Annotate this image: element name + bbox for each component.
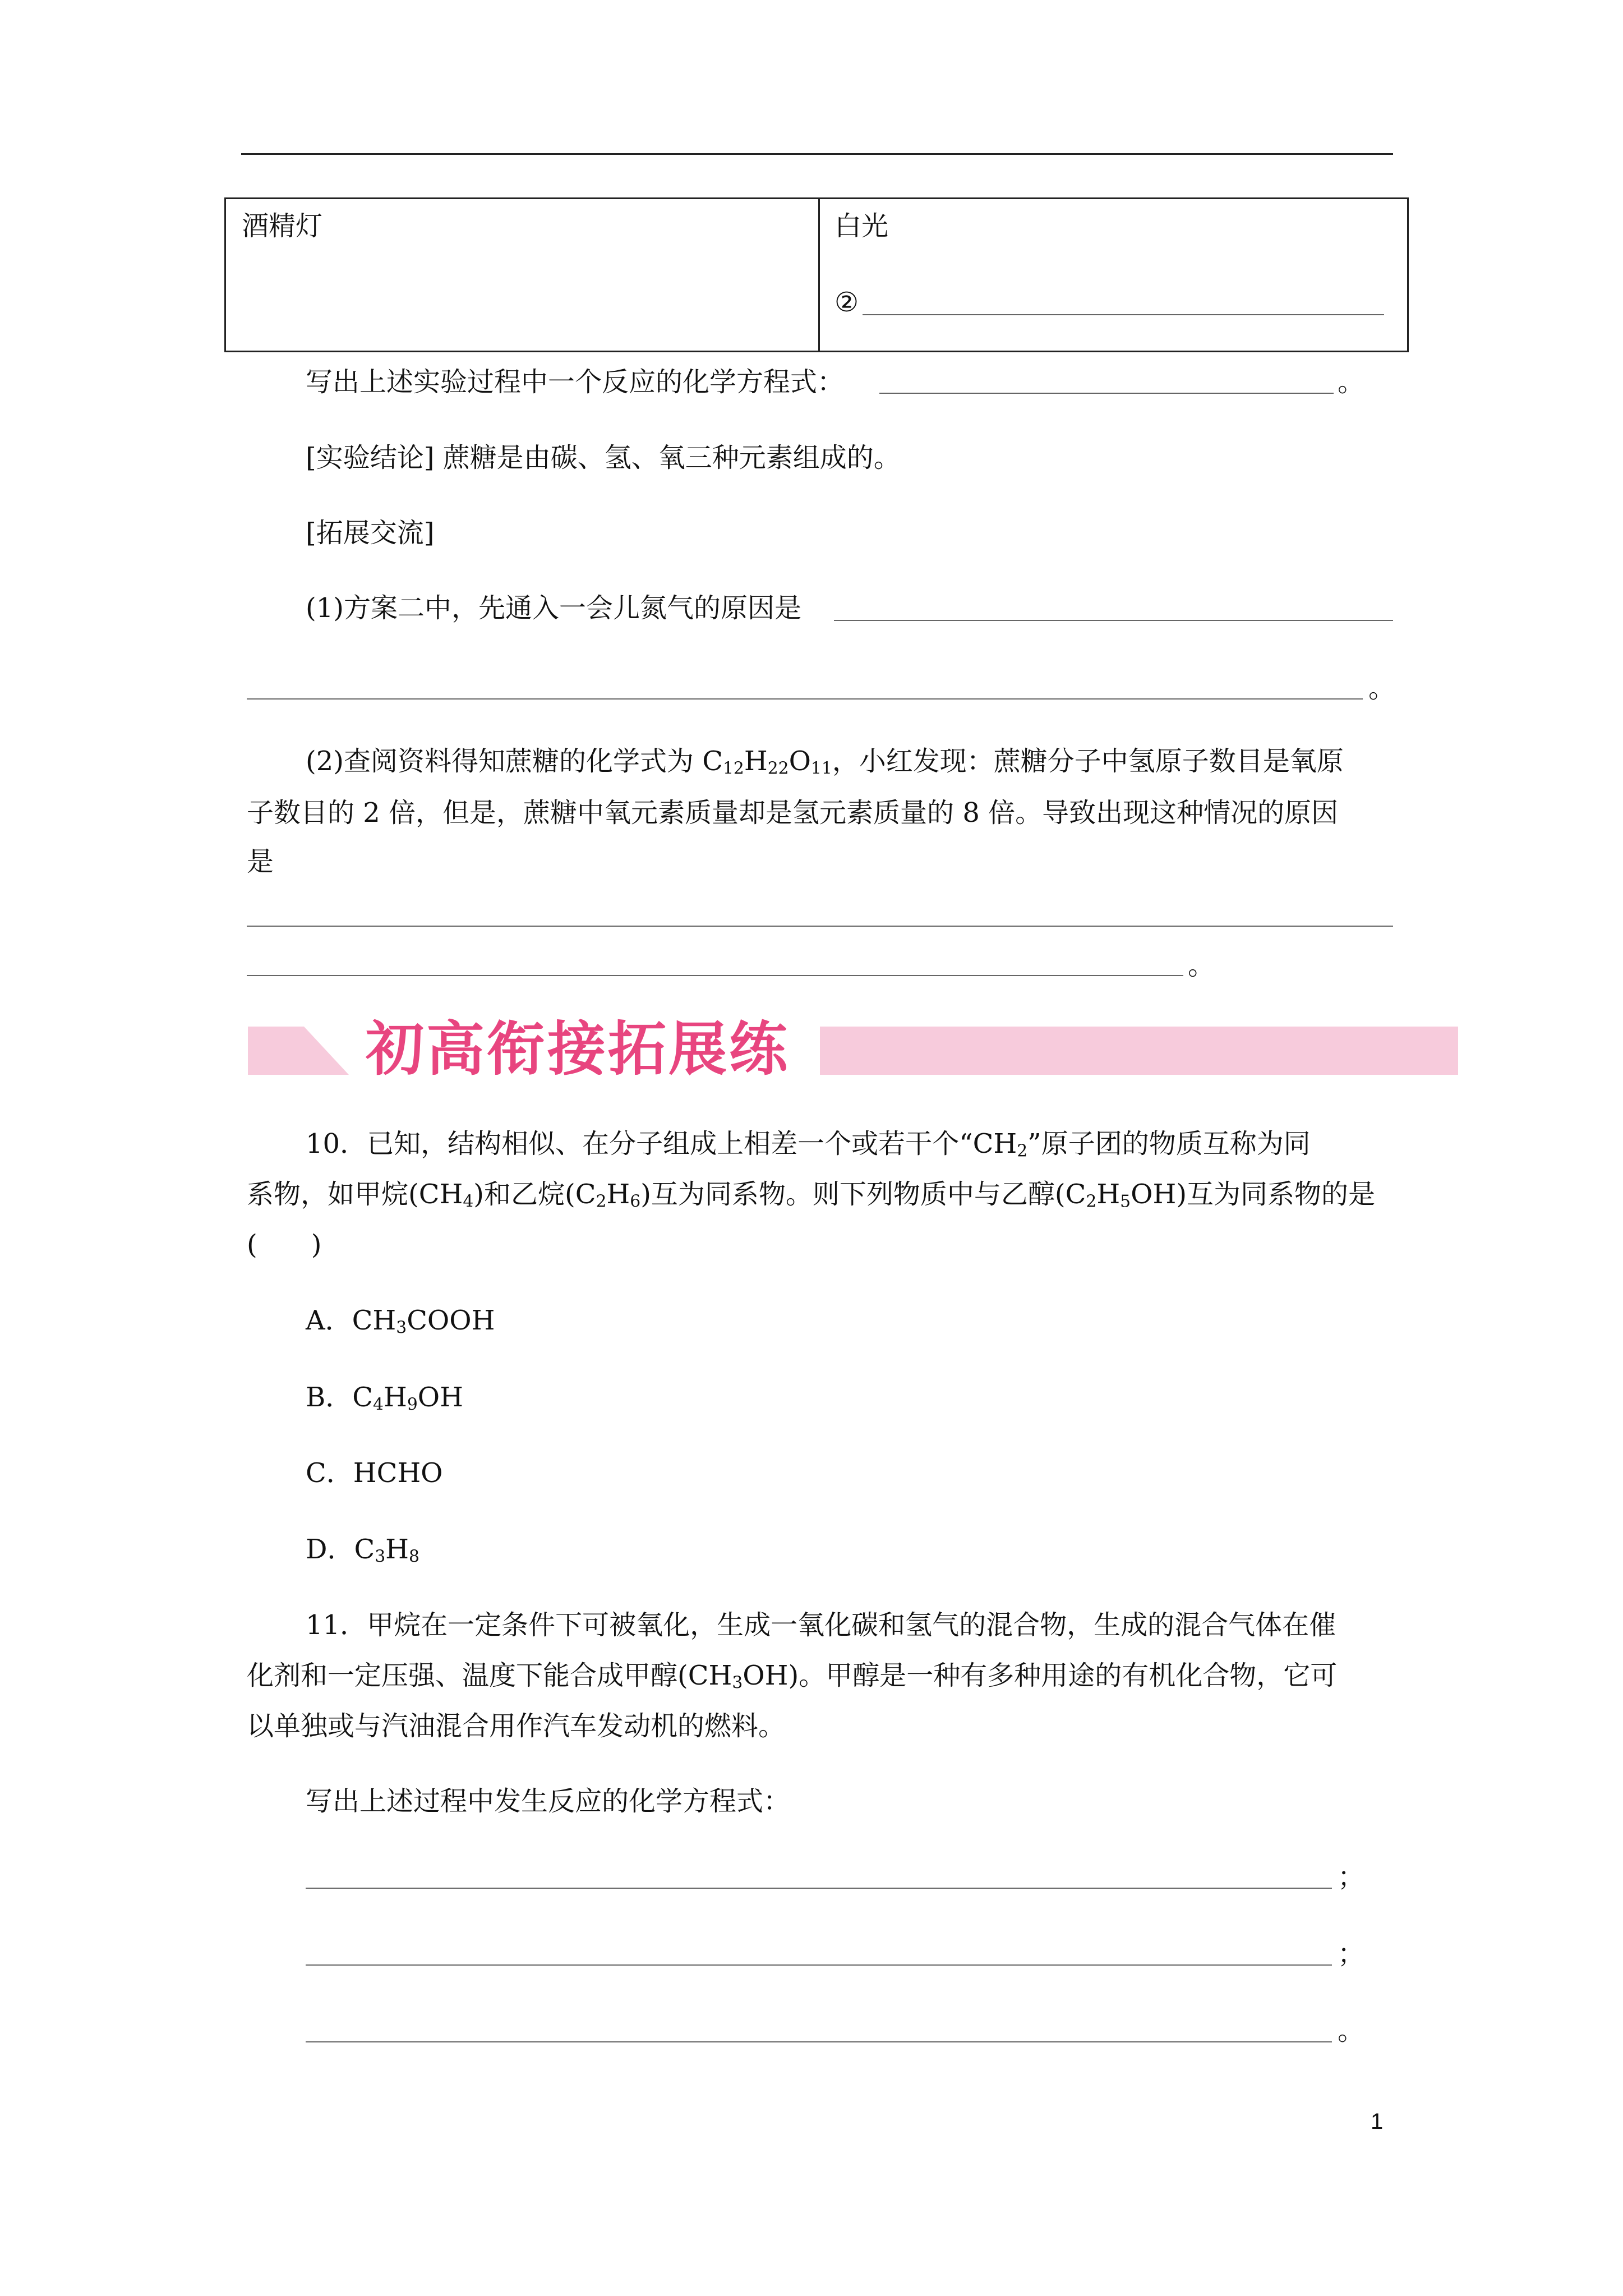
subscript: 4 bbox=[373, 1395, 384, 1415]
answer-blank[interactable] bbox=[306, 1888, 1332, 1889]
section-banner bbox=[248, 1015, 1458, 1083]
subscript: 11 bbox=[810, 758, 832, 779]
option-d[interactable] bbox=[306, 1534, 419, 1567]
option-b[interactable] bbox=[306, 1382, 463, 1415]
question-11-line3: 以单独或与汽油混合用作汽车发动机的燃料。 bbox=[247, 1710, 786, 1742]
page-number: 1 bbox=[1371, 2109, 1384, 2134]
text: B．C bbox=[306, 1382, 374, 1413]
table-divider bbox=[818, 199, 820, 351]
answer-blank[interactable] bbox=[247, 698, 1363, 700]
text: COOH bbox=[407, 1305, 495, 1336]
question-2-line3: 是 bbox=[247, 846, 274, 877]
question-2-line1 bbox=[306, 746, 1344, 779]
subscript: 6 bbox=[630, 1191, 641, 1212]
subscript: 9 bbox=[407, 1395, 418, 1415]
text: H bbox=[606, 1179, 630, 1210]
text: (2)查阅资料得知蔗糖的化学式为 C bbox=[306, 746, 723, 777]
text: H bbox=[383, 1382, 407, 1413]
question-11-prompt: 写出上述过程中发生反应的化学方程式： bbox=[306, 1786, 791, 1817]
table-cell-marker: ② bbox=[834, 287, 859, 318]
answer-paren[interactable]: ( ) bbox=[247, 1229, 322, 1260]
experiment-conclusion: [实验结论] 蔗糖是由碳、氢、氧三种元素组成的。 bbox=[306, 442, 901, 473]
text: OH)互为同系物的是 bbox=[1131, 1179, 1376, 1210]
subscript: 3 bbox=[732, 1673, 743, 1693]
subscript: 2 bbox=[596, 1191, 607, 1212]
answer-blank[interactable] bbox=[306, 1964, 1332, 1966]
text: ”原子团的物质互称为同 bbox=[1027, 1128, 1311, 1159]
text: 10．已知，结构相似、在分子组成上相差一个或若干个“CH bbox=[306, 1128, 1017, 1159]
period: 。 bbox=[1338, 366, 1365, 398]
banner-tab-shape bbox=[248, 1027, 360, 1075]
semicolon: ； bbox=[1338, 1938, 1365, 1970]
answer-blank[interactable] bbox=[879, 393, 1334, 394]
table-cell-white-light: 白光 bbox=[834, 210, 889, 242]
text: 系物，如甲烷(CH bbox=[247, 1179, 463, 1210]
subscript: 3 bbox=[396, 1318, 407, 1338]
text: )和乙烷(C bbox=[473, 1179, 596, 1210]
period: 。 bbox=[1188, 950, 1215, 981]
text: O bbox=[789, 746, 811, 777]
question-11-line2 bbox=[247, 1660, 1338, 1693]
experiment-table bbox=[224, 197, 1409, 352]
option-c[interactable]: C．HCHO bbox=[306, 1457, 443, 1489]
table-cell-lamp: 酒精灯 bbox=[242, 210, 323, 242]
text: OH)。甲醇是一种有多种用途的有机化合物，它可 bbox=[743, 1660, 1338, 1691]
text: 化剂和一定压强、温度下能合成甲醇(CH bbox=[247, 1660, 732, 1691]
question-11-line1: 11．甲烷在一定条件下可被氧化，生成一氧化碳和氢气的混合物，生成的混合气体在催 bbox=[306, 1609, 1336, 1641]
text: ，小红发现：蔗糖分子中氢原子数目是氧原 bbox=[832, 746, 1344, 777]
subscript: 2 bbox=[1086, 1191, 1097, 1212]
subscript: 5 bbox=[1120, 1191, 1131, 1212]
question-2-line2: 子数目的 2 倍，但是，蔗糖中氧元素质量却是氢元素质量的 8 倍。导致出现这种情况的原因 bbox=[247, 797, 1339, 829]
semicolon: ； bbox=[1338, 1861, 1365, 1893]
subscript: 2 bbox=[1017, 1141, 1028, 1161]
text: OH bbox=[417, 1382, 463, 1413]
banner-title: 初高衔接拓展练 bbox=[366, 1015, 790, 1083]
text: )互为同系物。则下列物质中与乙醇(C bbox=[640, 1179, 1086, 1210]
subscript: 22 bbox=[767, 758, 789, 779]
period: 。 bbox=[1338, 2015, 1365, 2046]
answer-blank[interactable] bbox=[247, 975, 1183, 976]
subscript: 8 bbox=[409, 1547, 419, 1567]
text: D．C bbox=[306, 1534, 375, 1565]
subscript: 12 bbox=[722, 758, 744, 779]
header-rule bbox=[241, 153, 1393, 155]
option-a[interactable] bbox=[306, 1305, 495, 1338]
answer-blank[interactable] bbox=[306, 2041, 1332, 2042]
subscript: 4 bbox=[463, 1191, 474, 1212]
question-10-line2 bbox=[247, 1179, 1376, 1212]
equation-prompt: 写出上述实验过程中一个反应的化学方程式： bbox=[306, 366, 845, 398]
text: H bbox=[1096, 1179, 1121, 1210]
text: H bbox=[385, 1534, 409, 1565]
question-10-line1 bbox=[306, 1128, 1311, 1161]
exchange-heading: [拓展交流] bbox=[306, 517, 435, 549]
question-1: (1)方案二中，先通入一会儿氮气的原因是 bbox=[306, 592, 801, 624]
period: 。 bbox=[1368, 673, 1396, 704]
subscript: 3 bbox=[375, 1547, 386, 1567]
answer-blank[interactable] bbox=[247, 926, 1393, 927]
answer-blank[interactable] bbox=[834, 620, 1393, 621]
text: H bbox=[744, 746, 768, 777]
answer-blank[interactable] bbox=[863, 314, 1384, 315]
banner-bar bbox=[820, 1027, 1458, 1075]
text: A．CH bbox=[306, 1305, 396, 1336]
